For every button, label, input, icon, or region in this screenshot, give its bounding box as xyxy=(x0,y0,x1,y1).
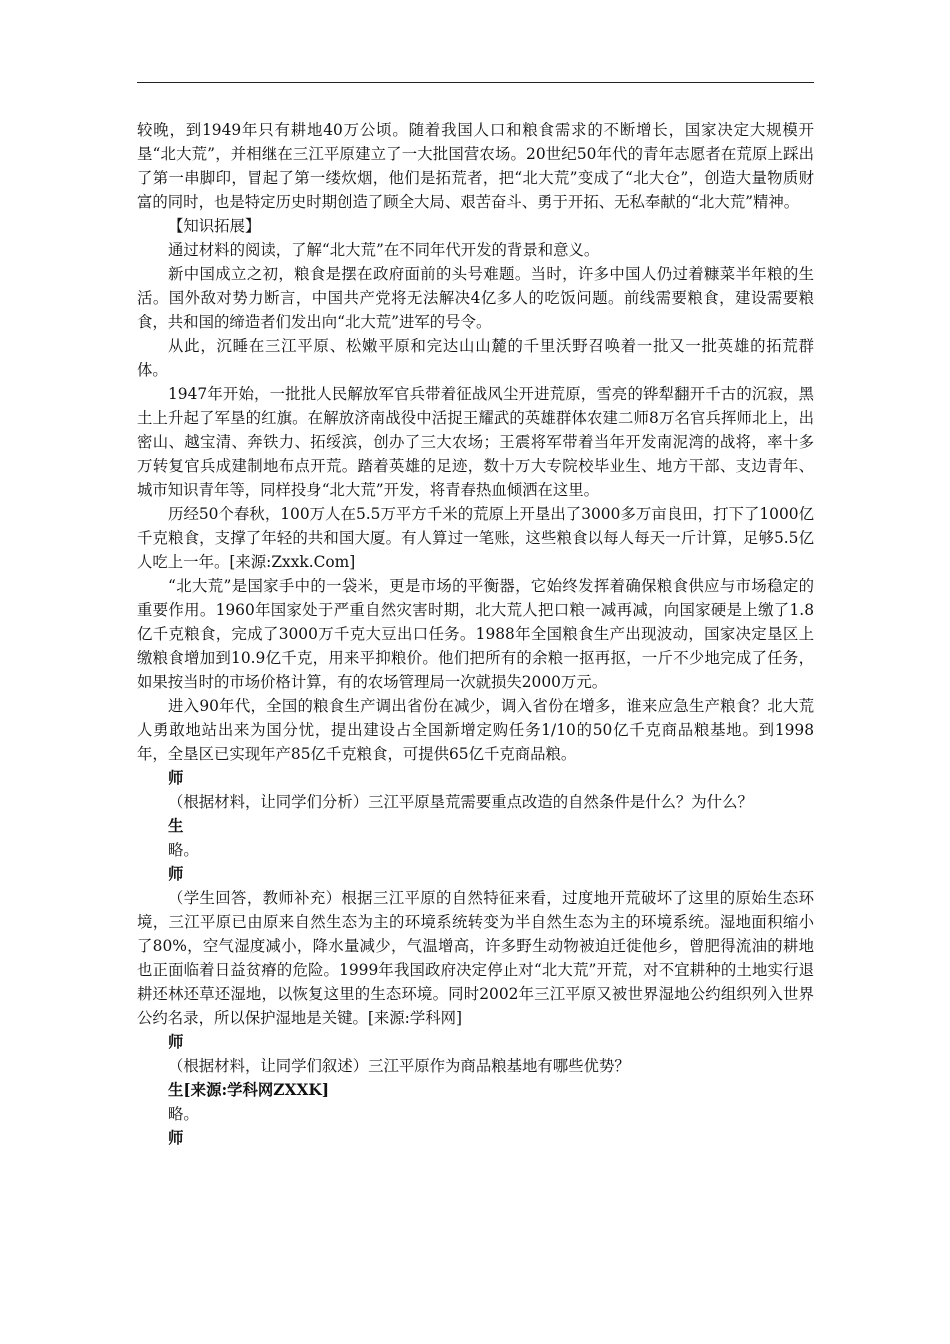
paragraph: 略。 xyxy=(168,841,199,859)
document-body xyxy=(137,118,814,1150)
speaker-label: 生[来源:学科网ZXXK] xyxy=(168,1081,330,1099)
paragraph: 通过材料的阅读，了解“北大荒”在不同年代开发的背景和意义。 xyxy=(168,241,600,259)
speaker-label: 师 xyxy=(168,1129,184,1147)
speaker-label: 师 xyxy=(168,1033,184,1051)
header-rule xyxy=(137,82,814,83)
paragraph: （根据材料，让同学们叙述）三江平原作为商品粮基地有哪些优势？ xyxy=(168,1057,630,1075)
paragraph: 1947年开始，一批批人民解放军官兵带着征战风尘开进荒原，雪亮的铧犁翻开千古的沉寂，黑土上升起了军垦的红旗。在解放济南战役中活捉王耀武的英雄群体农建二师8万名官兵挥师北上，出密山、越宝清、奔铁力、拓绥滨，创办了三大农场；王震将军带着当年开发南泥湾的战将，率十多万转复官兵成建制地布点开荒。踏着英雄的足迹，数十万大专院校毕业生、地方干部、支边青年、城市知识青年等，同样投身“北大荒”开发，将青春热血倾洒在这里。 xyxy=(137,385,814,499)
section-heading: 【知识拓展】 xyxy=(168,217,261,235)
paragraph: 略。 xyxy=(168,1105,199,1123)
paragraph: （学生回答，教师补充）根据三江平原的自然特征来看，过度地开荒破坏了这里的原始生态环境，三江平原已由原来自然生态为主的环境系统转变为半自然生态为主的环境系统。湿地面积缩小了80%，空气湿度减小，降水量减少，气温增高，许多野生动物被迫迁徙他乡，曾肥得流油的耕地也正面临着日益贫瘠的危险。1999年我国政府决定停止对“北大荒”开荒，对不宜耕种的土地实行退耕还林还草还湿地，以恢复这里的生态环境。同时2002年三江平原又被世界湿地公约组织列入世界公约名录，所以保护湿地是关键。[来源:学科网] xyxy=(137,889,814,1027)
paragraph: 历经50个春秋，100万人在5.5万平方千米的荒原上开垦出了3000多万亩良田，打下了1000亿千克粮食，支撑了年轻的共和国大厦。有人算过一笔账，这些粮食以每人每天一斤计算，足够5.5亿人吃上一年。[来源:Zxxk.Com] xyxy=(137,505,814,571)
speaker-label: 师 xyxy=(168,769,184,787)
speaker-label: 师 xyxy=(168,865,184,883)
paragraph: （根据材料，让同学们分析）三江平原垦荒需要重点改造的自然条件是什么？为什么？ xyxy=(168,793,753,811)
paragraph: 进入90年代，全国的粮食生产调出省份在减少，调入省份在增多，谁来应急生产粮食？北大荒人勇敢地站出来为国分忧，提出建设占全国新增定购任务1/10的50亿千克商品粮基地。到1998年，全垦区已实现年产85亿千克粮食，可提供65亿千克商品粮。 xyxy=(137,697,814,763)
speaker-label: 生 xyxy=(168,817,184,835)
paragraph: 较晚，到1949年只有耕地40万公顷。随着我国人口和粮食需求的不断增长，国家决定大规模开垦“北大荒”，并相继在三江平原建立了一大批国营农场。20世纪50年代的青年志愿者在荒原上踩出了第一串脚印，冒起了第一缕炊烟，他们是拓荒者，把“北大荒”变成了“北大仓”，创造大量物质财富的同时，也是特定历史时期创造了顾全大局、艰苦奋斗、勇于开拓、无私奉献的“北大荒”精神。 xyxy=(137,121,814,211)
paragraph: “北大荒”是国家手中的一袋米，更是市场的平衡器，它始终发挥着确保粮食供应与市场稳定的重要作用。1960年国家处于严重自然灾害时期，北大荒人把口粮一减再减，向国家硬是上缴了1.8亿千克粮食，完成了3000万千克大豆出口任务。1988年全国粮食生产出现波动，国家决定垦区上缴粮食增加到10.9亿千克，用来平抑粮价。他们把所有的余粮一抠再抠，一斤不少地完成了任务，如果按当时的市场价格计算，有的农场管理局一次就损失2000万元。 xyxy=(137,577,814,691)
paragraph: 新中国成立之初，粮食是摆在政府面前的头号难题。当时，许多中国人仍过着糠菜半年粮的生活。国外敌对势力断言，中国共产党将无法解决4亿多人的吃饭问题。前线需要粮食，建设需要粮食，共和国的缔造者们发出向“北大荒”进军的号令。 xyxy=(137,265,814,331)
paragraph: 从此，沉睡在三江平原、松嫩平原和完达山山麓的千里沃野召唤着一批又一批英雄的拓荒群体。 xyxy=(137,337,814,379)
